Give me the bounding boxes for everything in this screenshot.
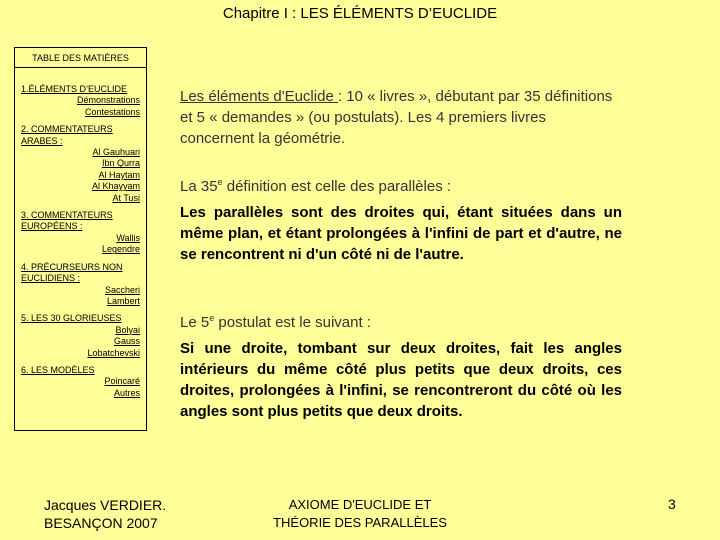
parallels-definition: Les parallèles sont des droites qui, étant situées dans un même plan, et étant prolongées à l'infini de part et d'autre, ne se rencontrent ni d'un côté ni de l'autre. — [180, 204, 622, 263]
definition-text-a: La 35 — [180, 178, 218, 195]
toc-section — [21, 262, 140, 308]
table-of-contents — [14, 47, 147, 431]
toc-item-link[interactable]: Bolyai — [115, 324, 140, 335]
toc-item-link[interactable]: Autres — [113, 387, 140, 398]
toc-section-link[interactable]: 3. COMMENTATEURS EUROPÉENS : — [21, 210, 113, 232]
paragraph-elements — [180, 86, 622, 149]
footer-author-name: Jacques VERDIER. — [44, 497, 167, 513]
footer-center-line2: THÉORIE DES PARALLÈLES — [273, 515, 447, 530]
toc-item-link[interactable]: At Tusi — [112, 192, 140, 203]
toc-section-link[interactable]: 4. PRÉCURSEURS NON EUCLIDIENS : — [21, 261, 123, 284]
toc-section-link[interactable]: 6. LES MODÈLES — [21, 364, 95, 375]
definition-sup: e — [217, 177, 223, 187]
footer-author — [44, 496, 166, 532]
elements-link[interactable]: Les éléments d'Euclide — [180, 88, 338, 105]
footer-center-line1: AXIOME D'EUCLIDE ET — [288, 497, 432, 512]
toc-item-link[interactable]: Gauss — [113, 336, 140, 347]
paragraph-postulate — [180, 308, 622, 333]
toc-section — [21, 84, 140, 118]
toc-list — [21, 84, 140, 405]
footer-center — [240, 496, 480, 532]
toc-section — [21, 313, 140, 359]
toc-section-link[interactable]: 5. LES 30 GLORIEUSES — [21, 313, 122, 324]
fifth-postulate: Si une droite, tombant sur deux droites, fait les angles intérieurs du même côté plus petits que deux droits, ces droites, prolongées à l'infini, se rencontreront du côté où les angles sont plus petits que deux droits. — [180, 340, 622, 420]
toc-section-link[interactable]: 2. COMMENTATEURS ARABES : — [21, 124, 113, 146]
footer-author-place: BESANÇON 2007 — [44, 515, 158, 531]
toc-item-link[interactable]: Ibn Qurra — [101, 158, 140, 169]
toc-item-link[interactable]: Poincaré — [104, 376, 140, 387]
toc-section-link[interactable]: 1.ÉLÉMENTS D’EUCLIDE — [21, 84, 128, 94]
toc-section — [21, 365, 140, 399]
paragraph-elements-text: : 10 « livres », débutant par 35 définitions et 5 « demandes » (ou postulats). Les 4 premiers livres concernent la géométrie. — [180, 88, 613, 147]
toc-item-link[interactable]: Lambert — [106, 295, 140, 306]
toc-item-link[interactable]: Al Gauhuari — [92, 147, 140, 158]
postulate-sup: e — [209, 313, 215, 323]
postulate-text-a: Le 5 — [180, 314, 210, 331]
toc-item-link[interactable]: Wallis — [116, 232, 140, 243]
toc-item-link[interactable]: Lobatchevski — [87, 347, 140, 358]
toc-item-link[interactable]: Al Khayyam — [91, 181, 140, 192]
toc-item-link[interactable]: Legendre — [101, 244, 140, 255]
toc-heading: TABLE DES MATIÈRES — [15, 53, 146, 68]
slide-title: Chapitre I : LES ÉLÉMENTS D’EUCLIDE — [222, 5, 498, 22]
toc-item-link[interactable]: Al Haytam — [98, 169, 140, 180]
paragraph-definition — [180, 172, 622, 197]
page-number: 3 — [668, 496, 676, 512]
toc-section — [21, 210, 140, 256]
definition-text-b: définition est celle des parallèles : — [222, 178, 452, 195]
toc-item-link[interactable]: Saccheri — [104, 284, 140, 295]
toc-item-link[interactable]: Démonstrations — [76, 95, 140, 106]
postulate-text-b: postulat est le suivant : — [214, 314, 371, 331]
toc-section — [21, 124, 140, 204]
toc-item-link[interactable]: Contestations — [84, 106, 140, 117]
